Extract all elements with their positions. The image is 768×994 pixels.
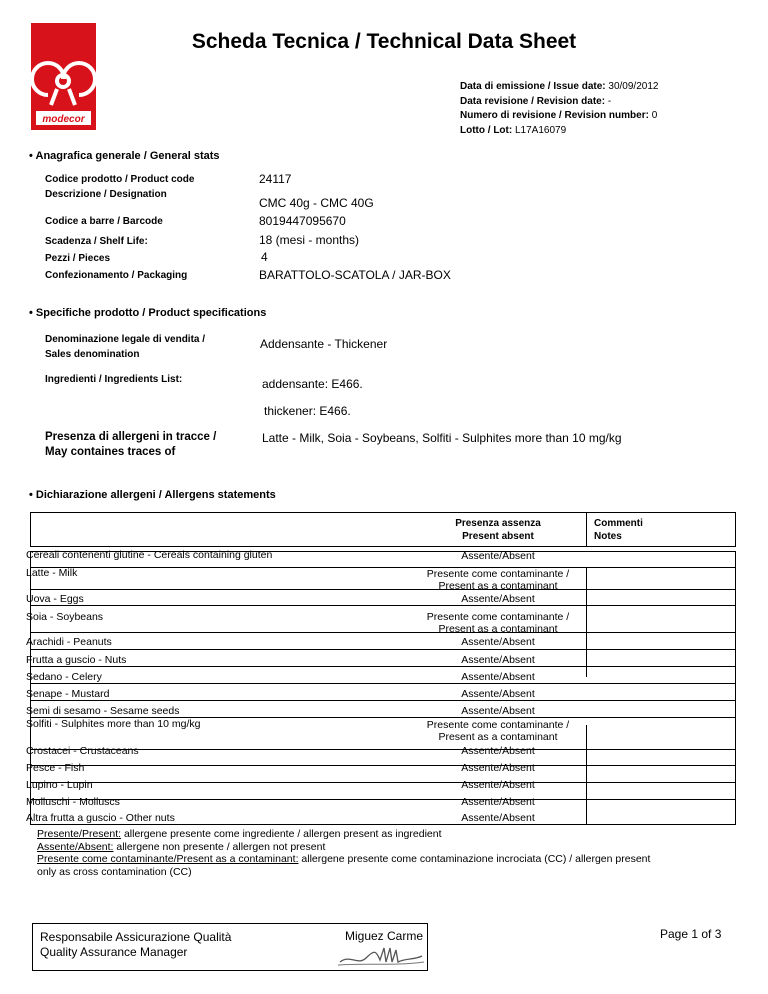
row-line [30, 632, 736, 633]
issue-date-line: Data di emissione / Issue date: 30/09/2012 [460, 81, 659, 92]
ingredients-label: Ingredienti / Ingredients List: [45, 374, 183, 385]
pieces-label: Pezzi / Pieces [45, 253, 111, 264]
allergens-table-body [30, 551, 736, 825]
page-number: Page 1 of 3 [660, 927, 722, 941]
row-line [30, 824, 736, 825]
allergen-legend [37, 828, 737, 878]
allergen-status: Assente/Absent [461, 705, 535, 717]
designation-label: Descrizione / Designation [45, 189, 167, 200]
legend-present: Presente/Present: allergene presente come ingrediente / allergen present as ingredient [37, 828, 442, 840]
row-line [30, 666, 736, 667]
legend-absent: Assente/Absent: allergene non presente / allergen not present [37, 840, 326, 853]
revision-number: 0 [651, 110, 658, 121]
row-line [30, 700, 736, 701]
allergens-table [26, 512, 736, 825]
header-divider [586, 512, 587, 547]
traces-value: Latte - Milk, Soia - Soybeans, Solfiti - Sulphites more than 10 mg/kg [262, 431, 622, 445]
allergen-name: Semi di sesamo - Sesame seeds [26, 705, 180, 717]
pieces-value: 4 [261, 250, 268, 264]
revision-number-line: Numero di revisione / Revision number: 0 [460, 110, 658, 121]
allergen-name: Altra frutta a guscio - Other nuts [26, 812, 175, 824]
allergen-name: Soia - Soybeans [26, 611, 104, 623]
row-line [30, 567, 736, 568]
product-code-value: 24117 [259, 172, 292, 186]
specs-heading: • Specifiche prodotto / Product specifications [29, 307, 267, 319]
document-meta [460, 80, 658, 138]
signer-name: Miguez Carme [345, 929, 424, 943]
barcode-label: Codice a barre / Barcode [45, 216, 163, 227]
allergen-name: Latte - Milk [26, 567, 78, 579]
revision-date: - [607, 95, 612, 107]
allergen-status: Assente/Absent [461, 593, 535, 605]
allergen-name: Crostacei - Crustaceans [26, 745, 139, 757]
allergens-heading: • Dichiarazione allergeni / Allergens statements [29, 489, 276, 501]
legend-contaminant-cont: only as cross contamination (CC) [37, 865, 192, 878]
page-title: Scheda Tecnica / Technical Data Sheet [191, 30, 577, 53]
row-line [30, 649, 736, 650]
row-line [30, 589, 736, 590]
allergen-name: Sedano - Celery [26, 671, 102, 683]
row-line [30, 799, 736, 800]
allergen-name: Solfiti - Sulphites more than 10 mg/kg [26, 718, 201, 730]
allergen-name: Arachidi - Peanuts [26, 636, 112, 648]
allergen-name: Cereali contenenti glutine - Cereals containing gluten [26, 549, 273, 561]
allergen-status: Presente come contaminante / Present as a contaminant [426, 719, 570, 743]
notes-column-header: Commenti Notes [594, 518, 643, 542]
allergen-name: Lupino - Lupin [26, 779, 93, 791]
allergen-status: Assente/Absent [461, 636, 535, 648]
handwritten-signature [336, 944, 426, 975]
issue-date: 30/09/2012 [608, 81, 659, 92]
shelf-life-value: 18 (mesi - months) [259, 233, 360, 247]
shelf-life-label: Scadenza / Shelf Life: [45, 236, 148, 247]
row-line [30, 683, 736, 684]
traces-label: Presenza di allergeni in tracce / May containes traces of [45, 431, 217, 458]
allergen-status: Assente/Absent [461, 671, 535, 683]
allergen-status: Assente/Absent [461, 745, 535, 757]
allergen-status: Assente/Absent [461, 812, 535, 824]
lot-line: Lotto / Lot: L17A16079 [460, 124, 567, 136]
allergen-status: Assente/Absent [461, 762, 535, 774]
allergen-name: Uova - Eggs [26, 593, 84, 605]
allergen-status: Assente/Absent [461, 550, 535, 562]
presence-column-header: Presenza assenza Present absent [455, 518, 541, 542]
product-code-label: Codice prodotto / Product code [45, 174, 195, 185]
company-logo [31, 23, 96, 130]
general-heading: • Anagrafica generale / General stats [29, 150, 220, 162]
ingredients-it: addensante: E466. [262, 377, 363, 391]
packaging-value: BARATTOLO-SCATOLA / JAR-BOX [259, 268, 451, 282]
allergen-status: Presente come contaminante / Present as a contaminant [426, 611, 570, 635]
allergen-name: Pesce - Fish [26, 762, 85, 774]
row-line [30, 605, 736, 606]
barcode-value: 8019447095670 [259, 214, 346, 228]
lot-number: L17A16079 [514, 124, 567, 136]
ingredients-en: thickener: E466. [264, 404, 351, 418]
allergen-name: Senape - Mustard [26, 688, 110, 700]
allergen-name: Molluschi - Molluscs [26, 796, 120, 808]
legend-contaminant: Presente come contaminante/Present as a contaminant: allergene presente come contaminazione incrociata (CC) / allergen present [37, 853, 651, 865]
allergen-status: Assente/Absent [461, 654, 535, 666]
allergen-status: Assente/Absent [461, 688, 535, 700]
row-line [30, 765, 736, 766]
allergen-status: Assente/Absent [461, 779, 535, 791]
legal-denomination-value: Addensante - Thickener [260, 337, 388, 351]
allergen-status: Presente come contaminante / Present as a contaminant [426, 568, 570, 592]
svg-text:modecor: modecor [42, 114, 85, 125]
row-line [30, 782, 736, 783]
revision-date-line: Data revisione / Revision date: - [460, 95, 612, 107]
designation-value: CMC 40g - CMC 40G [259, 196, 374, 210]
packaging-label: Confezionamento / Packaging [45, 270, 188, 281]
allergen-name: Frutta a guscio - Nuts [26, 654, 127, 666]
allergen-status: Assente/Absent [461, 796, 535, 808]
legal-denomination-label: Denominazione legale di vendita / Sales denomination [45, 334, 206, 360]
qa-role: Responsabile Assicurazione Qualità Quality Assurance Manager [40, 930, 232, 959]
